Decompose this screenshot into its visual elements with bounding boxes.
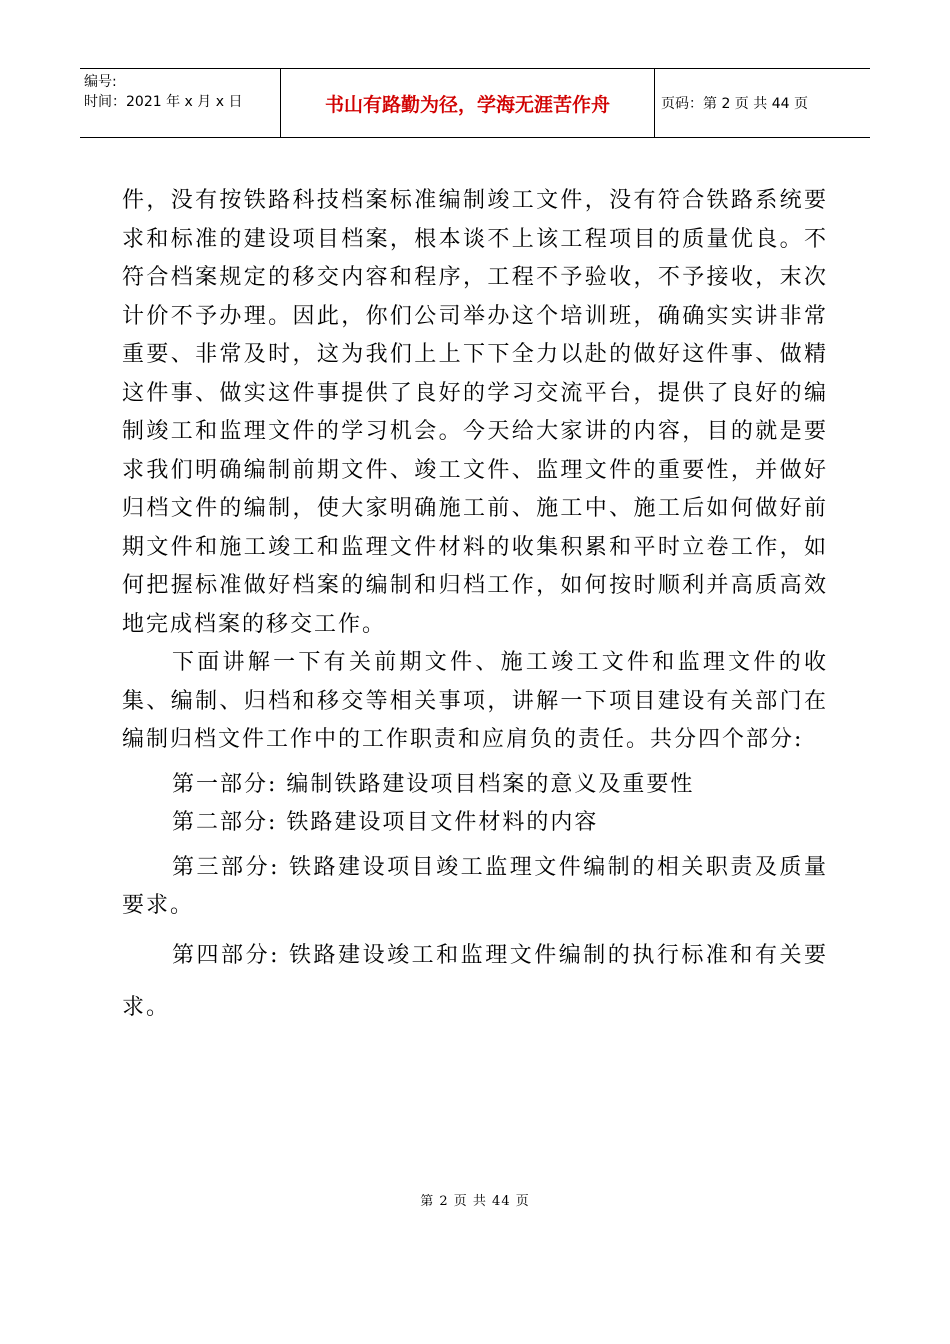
part-3-item: 第三部分: 铁路建设项目竣工监理文件编制的相关职责及质量要求。 (122, 854, 828, 918)
header-meta (80, 69, 281, 137)
header-page-code: 页码：第 2 页 共 44 页 (661, 96, 808, 112)
part-2-item: 第二部分: 铁路建设项目文件材料的内容 (172, 810, 599, 835)
header-motto: 书山有路勤为径，学海无涯苦作舟 (281, 69, 655, 137)
header-table (80, 68, 870, 138)
part-4-item: 第四部分: 铁路建设竣工和监理文件编制的执行标准和有关要求。 (122, 942, 828, 1020)
paragraph-2: 下面讲解一下有关前期文件、施工竣工文件和监理文件的收集、编制、归档和移交等相关事项，讲解一下项目建设有关部门在编制归档文件工作中的工作职责和应肩负的责任。共分四个部分: (122, 650, 828, 752)
part-1-item: 第一部分: 编制铁路建设项目档案的意义及重要性 (172, 771, 695, 797)
document-body (122, 182, 828, 1034)
document-time-label: 时间：2021 年 x 月 x 日 (84, 94, 243, 110)
document-number-label: 编号: (84, 74, 117, 90)
page-footer: 第 2 页 共 44 页 (420, 1194, 530, 1209)
paragraph-1: 件，没有按铁路科技档案标准编制竣工文件，没有符合铁路系统要求和标准的建设项目档案，根本谈不上该工程项目的质量优良。不符合档案规定的移交内容和程序，工程不予验收，不予接收，末次计价不予办理。因此，你们公司举办这个培训班，确确实实讲非常重要、非常及时，这为我们上上下下全力以赴的做好这件事、做精这件事、做实这件事提供了良好的学习交流平台，提供了良好的编制竣工和监理文件的学习机会。今天给大家讲的内容，目的就是要求我们明确编制前期文件、竣工文件、监理文件的重要性，并做好归档文件的编制，使大家明确施工前、施工中、施工后如何做好前期文件和施工竣工和监理文件材料的收集积累和平时立卷工作，如何把握标准做好档案的编制和归档工作，如何按时顺利并高质高效地完成档案的移交工作。 (122, 188, 828, 637)
